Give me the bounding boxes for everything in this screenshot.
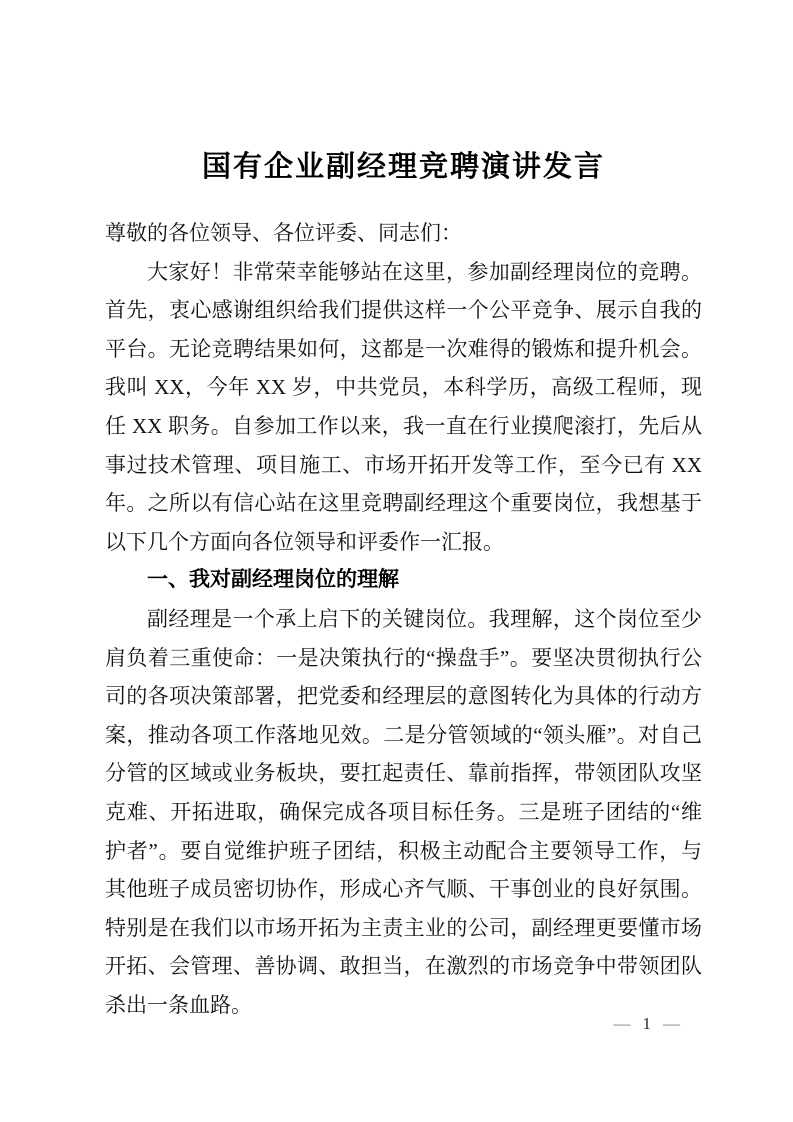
section-1-heading: 一、我对副经理岗位的理解: [147, 568, 399, 592]
section-1-paragraph: 副经理是一个承上启下的关键岗位。我理解，这个岗位至少肩负着三重使命：一是决策执行的“操盘手”。要坚决贯彻执行公司的各项决策部署，把党委和经理层的意图转化为具体的行动方案，推动各项工作落地见效。二是分管领域的“领头雁”。对自己分管的区域或业务板块，要扛起责任、靠前指挥，带领团队攻坚克难、开拓进取，确保完成各项目标任务。三是班子团结的“维护者”。要自觉维护班子团结，积极主动配合主要领导工作，与其他班子成员密切协作，形成心齐气顺、干事创业的良好氛围。特别是在我们以市场开拓为主责主业的公司，副经理更要懂市场开拓、会管理、善协调、敢担当，在激烈的市场竞争中带领团队杀出一条血路。: [105, 606, 702, 1017]
intro-paragraph: 大家好！非常荣幸能够站在这里，参加副经理岗位的竞聘。首先，衷心感谢组织给我们提供这样一个公平竞争、展示自我的平台。无论竞聘结果如何，这都是一次难得的锻炼和提升机会。我叫 XX，今年 XX 岁，中共党员，本科学历，高级工程师，现任 XX 职务。自参加工作以来，我一直在行业摸爬滚打，先后从事过技术管理、项目施工、市场开拓开发等工作，至今已有 XX 年。之所以有信心站在这里竞聘副经理这个重要岗位，我想基于以下几个方面向各位领导和评委作一汇报。: [105, 259, 702, 554]
document-content: [105, 0, 702, 1024]
page-footer: [614, 1014, 681, 1034]
salutation-line: 尊敬的各位领导、各位评委、同志们：: [105, 221, 462, 245]
page-number: 1: [642, 1014, 651, 1033]
footer-dash-right: —: [663, 1014, 680, 1033]
footer-dash-left: —: [613, 1014, 631, 1033]
document-title: 国有企业副经理竞聘演讲发言: [201, 151, 605, 183]
